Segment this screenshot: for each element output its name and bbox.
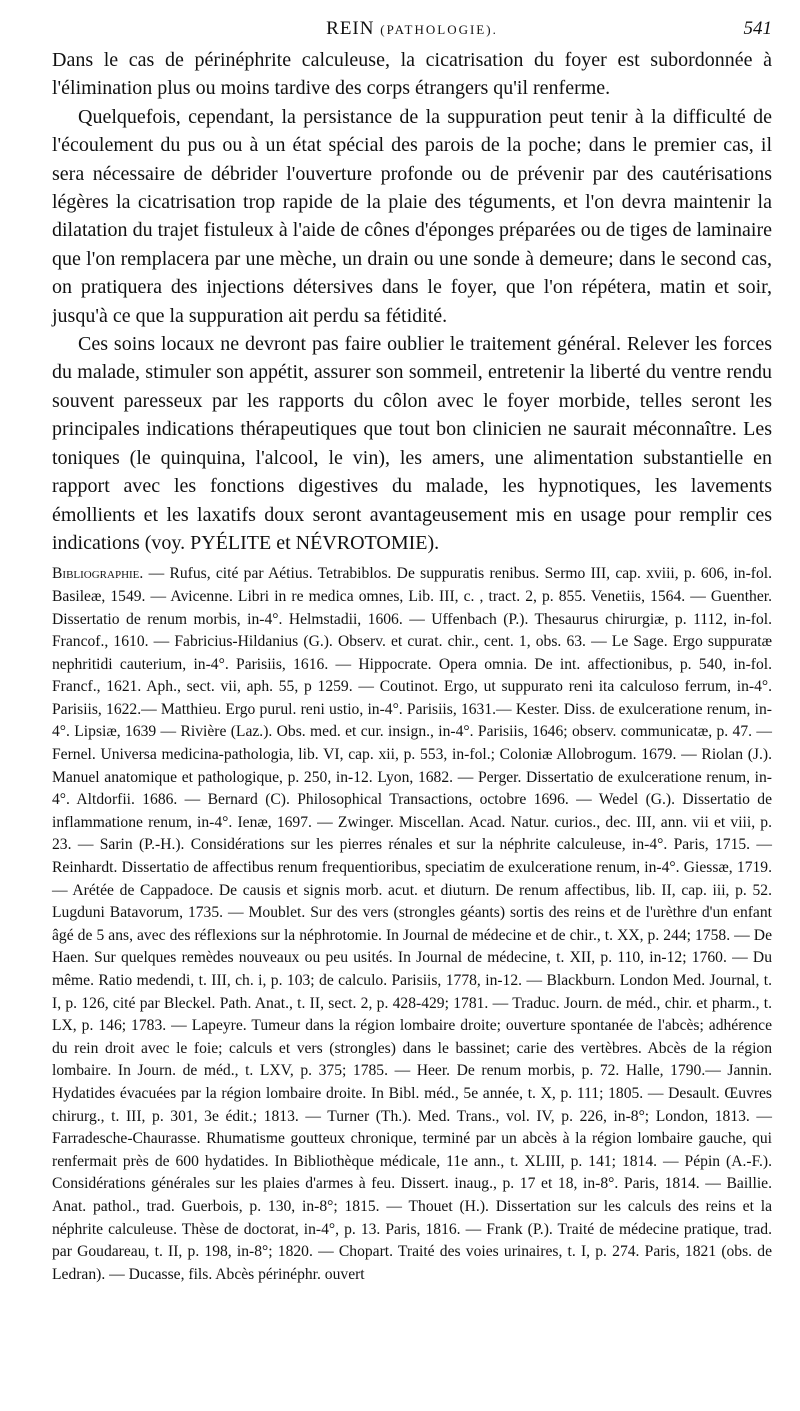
bibliography-heading: Bibliographie. bbox=[52, 565, 144, 583]
page-number: 541 bbox=[743, 18, 772, 39]
bibliography bbox=[52, 563, 772, 1286]
paragraph-3: Ces soins locaux ne devront pas faire oublier le traitement général. Relever les forces du malade, stimuler son appétit, assurer son sommeil, entretenir la liberté du ventre rendu souvent paresseux par les rapports du côlon avec le foyer morbide, telles seront les principales indications thérapeutiques que tout bon clinicien ne saurait méconnaître. Les toniques (le quinquina, l'alcool, le vin), les amers, une alimentation substantielle en rapport avec les fonctions digestives du malade, les hypnotiques, les lavements émollients et les laxatifs doux seront avantageusement mis en usage pour remplir ces indications (voy. PYÉLITE et NÉVROTOMIE). bbox=[52, 333, 772, 554]
running-title bbox=[52, 18, 772, 40]
document-page bbox=[52, 18, 772, 1286]
paragraph-1: Dans le cas de périnéphrite calculeuse, la cicatrisation du foyer est subordonnée à l'élimination plus ou moins tardive des corps étrangers qu'il renferme. bbox=[52, 49, 772, 100]
main-text bbox=[52, 46, 772, 557]
running-title-main: REIN bbox=[326, 18, 375, 39]
paragraph-2: Quelquefois, cependant, la persistance de la suppuration peut tenir à la difficulté de l'écoulement du pus ou à un état spécial des parois de la poche; dans le premier cas, il sera nécessaire de débrider l'ouverture profonde ou de prévenir par des cautérisations légères la cicatrisation trop rapide de la plaie des téguments, et l'on devra maintenir la dilatation du trajet fistuleux à l'aide de cônes d'éponges préparées ou de tiges de laminaire que l'on remplacera par une mèche, un drain ou une sonde à demeure; dans le second cas, on pratiquera des injections détersives dans le foyer, que l'on répétera, matin et soir, jusqu'à ce que la suppuration ait perdu sa fétidité. bbox=[52, 105, 772, 327]
running-header bbox=[52, 18, 772, 46]
bibliography-text: — Rufus, cité par Aétius. Tetrabiblos. De suppuratis renibus. Sermo III, cap. xviii, p. 606, in-fol. Basileæ, 1549. — Avicenne. Libri in re medica omnes, Lib. III, c. , tract. 2, p. 855. Venetiis, 1564. — Guenther. Dissertatio de renum morbis, in-4°. Helmstadii, 1606. — Uffenbach (P.). Thesaurus chirurgiæ, p. 1112, in-fol. Francof., 1610. — Fabricius-Hildanius (G.). Observ. et curat. chir., cent. 1, obs. 63. — Le Sage. Ergo suppuratæ nephritidi cauterium, in-4°. Parisiis, 1616. — Hippocrate. Opera omnia. De int. affectionibus, p. 540, in-fol. Francf., 1621. Aph., sect. vii, aph. 55, p 1259. — Coutinot. Ergo, ut suppurato reni ita calculoso ferrum, in-4°. Parisiis, 1622.— Matthieu. Ergo purul. reni ustio, in-4°. Parisiis, 1631.— Kester. Diss. de exulceratione renum, in-4°. Lipsiæ, 1639 — Rivière (Laz.). Obs. med. et cur. insign., in-4°. Parisiis, 1646; observ. communicatæ, p. 47. — Fernel. Universa medicina-pathologia, lib. VI, cap. xii, p. 553, in-fol.; Coloniæ Allobrogum. 1679. — Riolan (J.). Manuel anatomique et pathologique, p. 250, in-12. Lyon, 1682. — Perger. Dissertatio de exulceratione renum, in-4°. Altdorfii. 1686. — Bernard (C). Philosophical Transactions, octobre 1696. — Wedel (G.). Dissertatio de inflammatione renum, in-4°. Ienæ, 1697. — Zwinger. Miscellan. Acad. Natur. curios., dec. III, ann. vii et viii, p. 23. — Sarin (P.-H.). Considérations sur les pierres rénales et sur la néphrite calculeuse, in-4°. Paris, 1715. — Reinhardt. Dissertatio de affectibus renum frequentioribus, speciatim de exulceratione renum, in-4°. Giessæ, 1719. — Arétée de Cappadoce. De causis et signis morb. acut. et diuturn. De renum affectibus, lib. II, cap. iii, p. 52. Lugduni Batavorum, 1735. — Moublet. Sur des vers (strongles géants) sortis des reins et de l'urèthre d'un enfant âgé de 5 ans, avec des réflexions sur la néphrotomie. In Journal de médecine et de chir., t. XX, p. 244; 1758. — De Haen. Sur quelques remèdes nouveaux ou peu usités. In Journal de médecine, t. XII, p. 110, in-12; 1760. — Du même. Ratio medendi, t. III, ch. i, p. 103; de calculo. Parisiis, 1778, in-12. — Blackburn. London Med. Journal, t. I, p. 126, cité par Bleckel. Path. Anat., t. II, sect. 2, p. 428-429; 1781. — Traduc. Journ. de méd., chir. et pharm., t. LX, p. 146; 1783. — Lapeyre. Tumeur dans la région lombaire droite; ouverture spontanée de l'abcès; adhérence du rein droit avec le foie; calculs et vers (strongles) dans le bassinet; carie des vertèbres. Abcès de la région lombaire. In Journ. de méd., t. LXV, p. 375; 1785. — Heer. De renum morbis, p. 72. Halle, 1790.— Jannin. Hydatides évacuées par la région lombaire droite. In Bibl. méd., 5e année, t. X, p. 111; 1805. — Desault. Œuvres chirurg., t. III, p. 301, 3e édit.; 1813. — Turner (Th.). Med. Trans., vol. IV, p. 226, in-8°; London, 1813. — Farradesche-Chaurasse. Rhumatisme goutteux chronique, terminé par un abcès à la région lombaire gauche, qui renfermait près de 600 hydatides. In Bibliothèque médicale, 11e ann., t. XLIII, p. 141; 1814. — Pépin (A.-F.). Considérations générales sur les plaies d'armes à feu. Dissert. inaug., p. 17 et 18, in-8°. Paris, 1814. — Baillie. Anat. pathol., trad. Guerbois, p. 130, in-8°; 1815. — Thouet (H.). Dissertation sur les calculs des reins et la néphrite calculeuse. Thèse de doctorat, in-4°, p. 13. Paris, 1816. — Frank (P.). Traité de médecine pratique, trad. par Goudareau, t. II, p. 198, in-8°; 1820. — Chopart. Traité des voies urinaires, t. I, p. 274. Paris, 1821 (obs. de Ledran). — Ducasse, fils. Abcès périnéphr. ouvert bbox=[52, 565, 772, 1283]
running-title-sub: (PATHOLOGIE). bbox=[380, 22, 498, 37]
